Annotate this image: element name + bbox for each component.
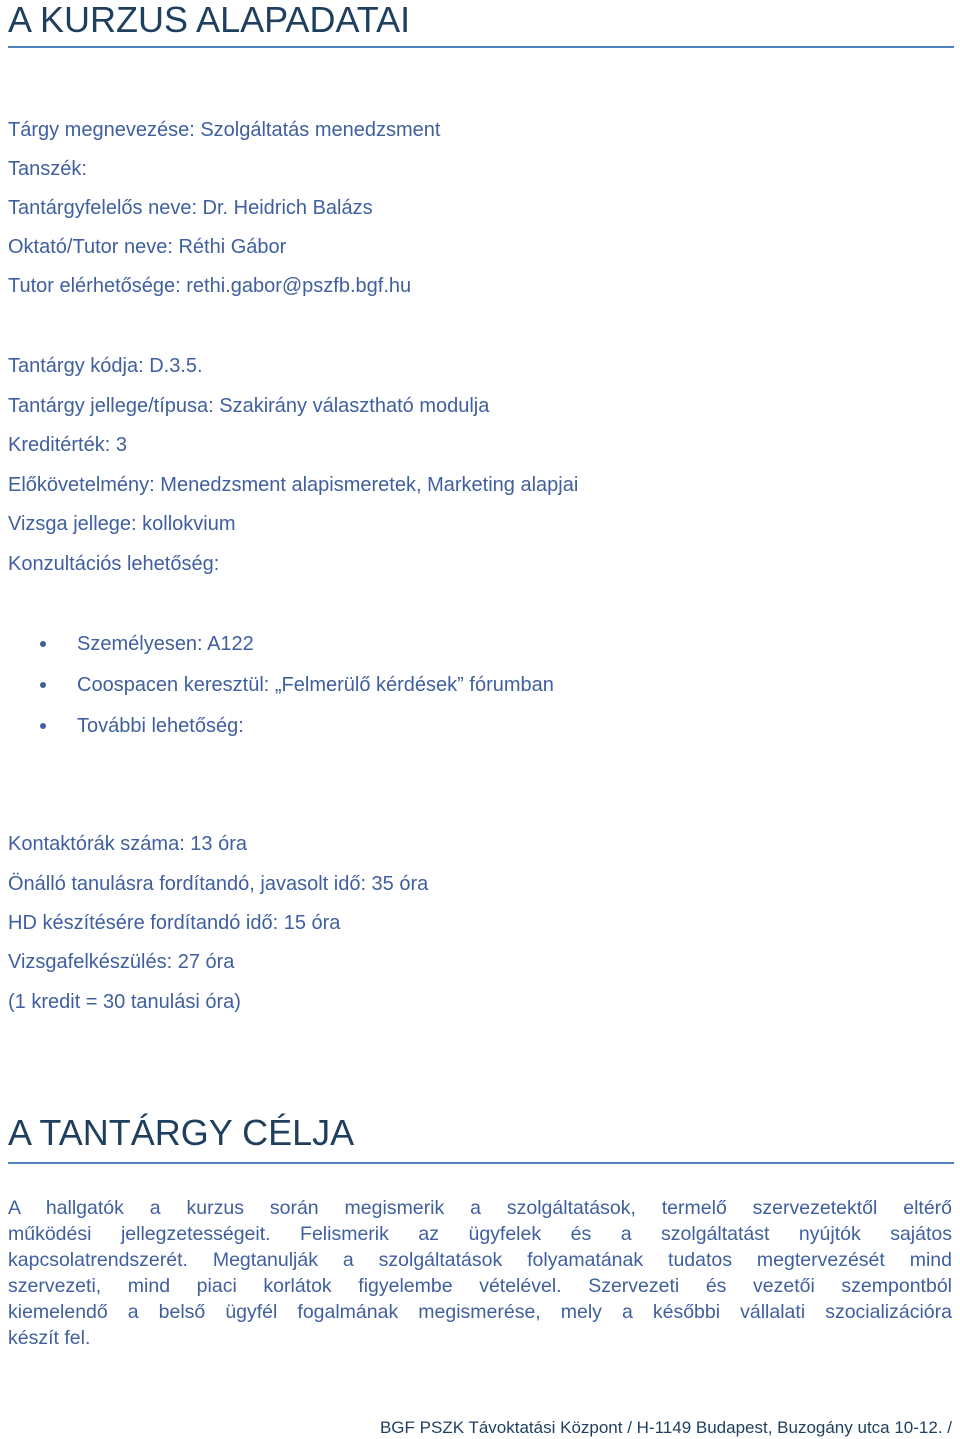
field-department: Tanszék: <box>8 158 87 180</box>
consultation-option-text: További lehetőség: <box>77 715 244 737</box>
field-credit-note: (1 kredit = 30 tanulási óra) <box>8 991 241 1013</box>
field-tutor-name: Oktató/Tutor neve: Réthi Gábor <box>8 236 287 258</box>
field-subject-name: Tárgy megnevezése: Szolgáltatás menedzsment <box>8 119 441 141</box>
field-homework-hours: HD készítésére fordítandó idő: 15 óra <box>8 912 341 934</box>
paragraph-line: kapcsolatrendszerét. Megtanulják a szolgáltatások folyamatának tudatos megtervezését mind <box>8 1249 952 1271</box>
bullet-icon <box>40 723 46 729</box>
paragraph-line: kiemelendő a belső ügyfél fogalmának megismerése, mely a későbbi vállalati szocializációra <box>8 1301 952 1323</box>
field-consultation-label: Konzultációs lehetőség: <box>8 553 220 575</box>
field-prerequisites: Előkövetelmény: Menedzsment alapismeretek, Marketing alapjai <box>8 474 579 496</box>
bullet-icon <box>40 641 46 647</box>
section-title-course-data: A KURZUS ALAPADATAI <box>8 0 411 40</box>
field-tutor-contact: Tutor elérhetősége: rethi.gabor@pszfb.bgf.hu <box>8 275 412 297</box>
field-course-owner: Tantárgyfelelős neve: Dr. Heidrich Balázs <box>8 197 373 219</box>
paragraph-line: szervezeti, mind piaci korlátok figyelembe vételével. Szervezeti és vezetői szempontból <box>8 1275 952 1297</box>
paragraph-line: működési jellegzetességeit. Felismerik az ügyfelek és a szolgáltatást nyújtók sajátos <box>8 1223 952 1245</box>
field-credit-value: Kreditérték: 3 <box>8 434 127 456</box>
paragraph-line: A hallgatók a kurzus során megismerik a szolgáltatások, termelő szervezetektől eltérő <box>8 1197 952 1219</box>
field-exam-prep-hours: Vizsgafelkészülés: 27 óra <box>8 951 235 973</box>
bullet-icon <box>40 682 46 688</box>
field-course-code: Tantárgy kódja: D.3.5. <box>8 355 203 377</box>
page-footer: BGF PSZK Távoktatási Központ / H-1149 Budapest, Buzogány utca 10-12. / <box>379 1418 952 1437</box>
field-self-study-hours: Önálló tanulásra fordítandó, javasolt idő: 35 óra <box>8 873 429 895</box>
consultation-option-text: Személyesen: A122 <box>77 633 254 655</box>
field-exam-type: Vizsga jellege: kollokvium <box>8 513 236 535</box>
section-title-course-goal: A TANTÁRGY CÉLJA <box>8 1112 355 1153</box>
field-course-type: Tantárgy jellege/típusa: Szakirány választható modulja <box>8 395 490 417</box>
section-divider <box>8 46 954 48</box>
section-divider <box>8 1162 954 1164</box>
consultation-option-text: Coospacen keresztül: „Felmerülő kérdések” fórumban <box>77 674 554 696</box>
field-contact-hours: Kontaktórák száma: 13 óra <box>8 833 248 855</box>
paragraph-line: készít fel. <box>8 1327 91 1349</box>
